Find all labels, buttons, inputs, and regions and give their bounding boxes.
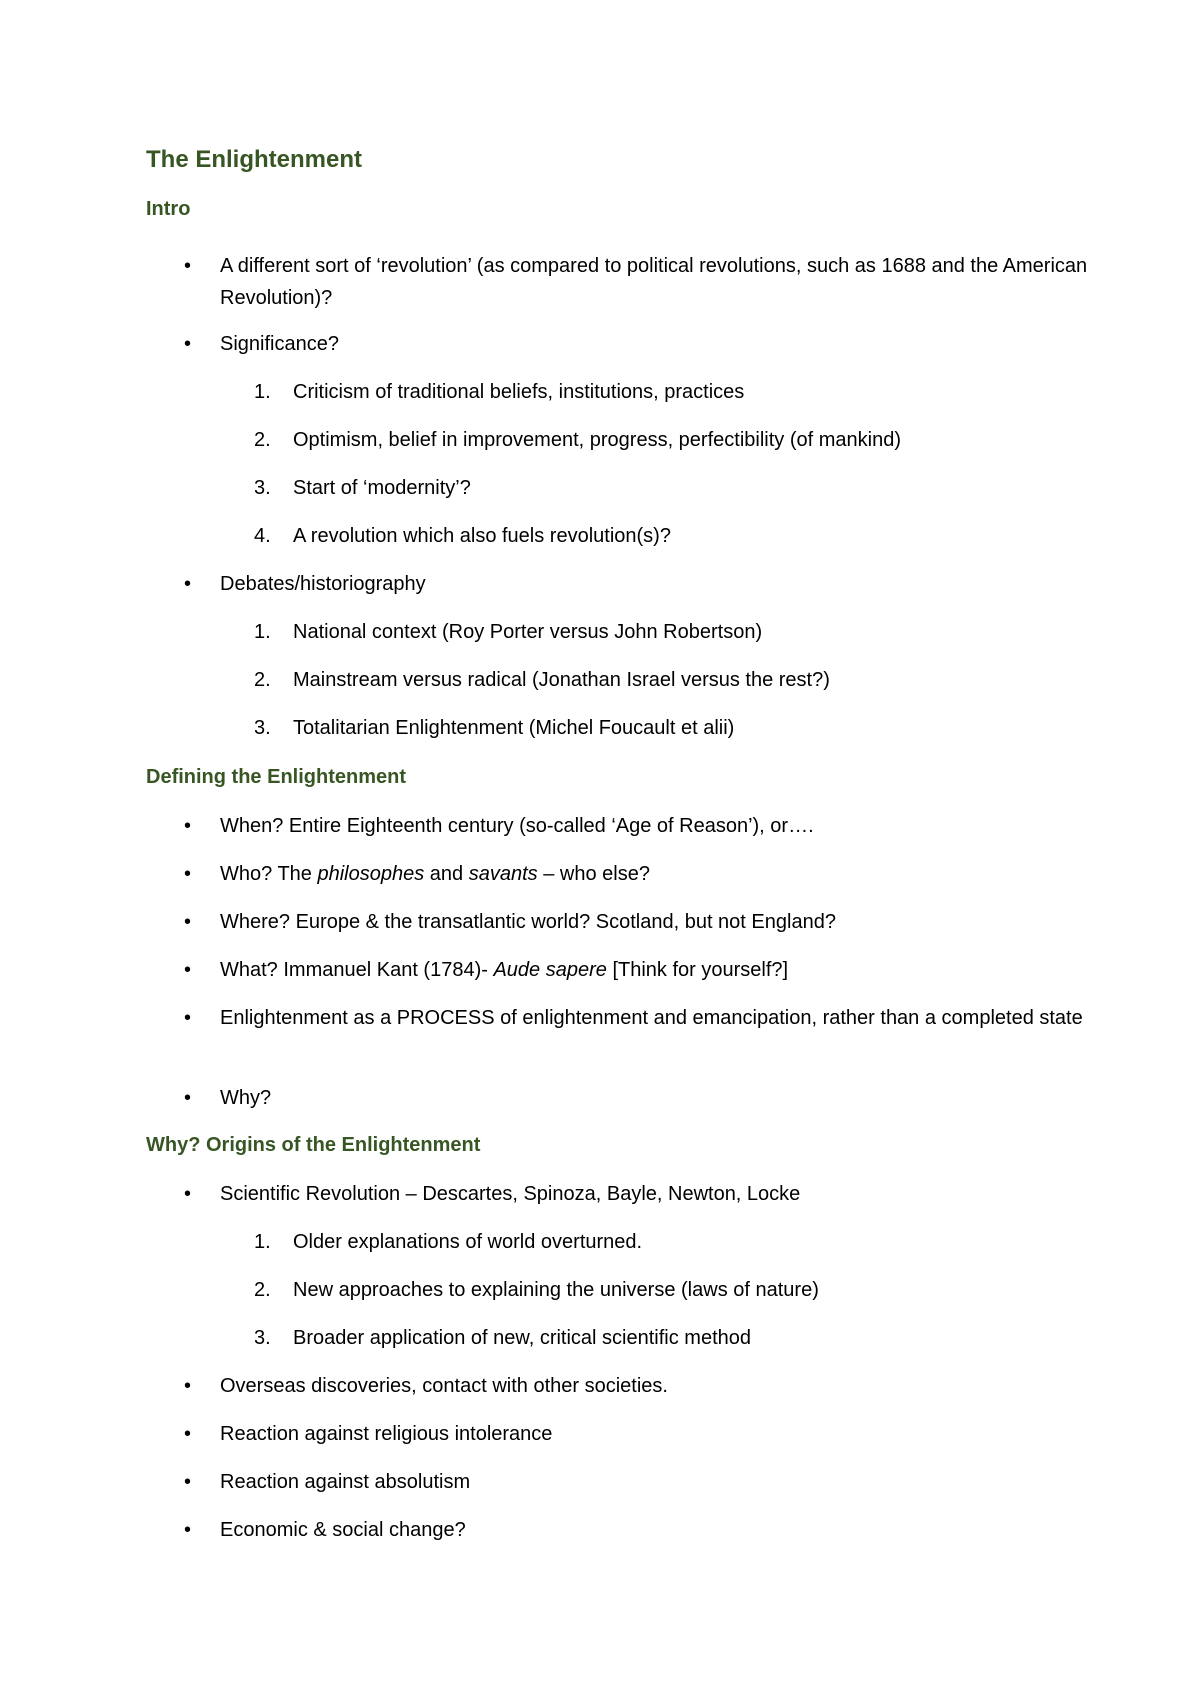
list-item — [220, 954, 1100, 986]
numbered-item: New approaches to explaining the universe (laws of nature) — [293, 1279, 819, 1301]
bullet-marker: • — [184, 1519, 192, 1541]
bullet-marker: • — [184, 1087, 192, 1109]
list-item: Reaction against absolutism — [220, 1471, 471, 1493]
bullet-marker: • — [184, 255, 192, 277]
text-run: – who else? — [537, 863, 650, 885]
bullet-marker: • — [184, 911, 192, 933]
list-item: Reaction against religious intolerance — [220, 1423, 553, 1445]
numbered-item: Older explanations of world overturned. — [293, 1231, 643, 1253]
number-marker: 1. — [254, 1231, 271, 1253]
bullet-marker: • — [184, 815, 192, 837]
document-title: The Enlightenment — [146, 146, 362, 173]
list-item: Scientific Revolution – Descartes, Spinoza, Bayle, Newton, Locke — [220, 1183, 801, 1205]
list-item: Where? Europe & the transatlantic world? Scotland, but not England? — [220, 911, 836, 933]
text-run: What? Immanuel Kant (1784)- — [220, 959, 494, 981]
list-item: Why? — [220, 1087, 272, 1109]
numbered-item: Criticism of traditional beliefs, institutions, practices — [293, 381, 745, 403]
number-marker: 1. — [254, 381, 271, 403]
list-item: Significance? — [220, 333, 339, 355]
text-run: and — [424, 863, 469, 885]
numbered-item: Mainstream versus radical (Jonathan Israel versus the rest?) — [293, 669, 830, 691]
number-marker: 3. — [254, 477, 271, 499]
numbered-item: A revolution which also fuels revolution(s)? — [293, 525, 671, 547]
list-item: Overseas discoveries, contact with other societies. — [220, 1375, 668, 1397]
numbered-item: Start of ‘modernity’? — [293, 477, 471, 499]
number-marker: 2. — [254, 669, 271, 691]
bullet-marker: • — [184, 863, 192, 885]
section-heading-intro: Intro — [146, 198, 191, 220]
number-marker: 2. — [254, 1279, 271, 1301]
italic-term-savants: savants — [468, 863, 538, 885]
italic-term-aude-sapere: Aude sapere — [493, 959, 607, 981]
list-item: Debates/historiography — [220, 573, 426, 595]
list-item: Enlightenment as a PROCESS of enlightenment and emancipation, rather than a completed state — [220, 1007, 1083, 1029]
text-run: [Think for yourself?] — [606, 959, 789, 981]
bullet-marker: • — [184, 333, 192, 355]
bullet-marker: • — [184, 1423, 192, 1445]
bullet-marker: • — [184, 573, 192, 595]
bullet-marker: • — [184, 1183, 192, 1205]
list-item — [220, 858, 1100, 890]
section-heading-defining: Defining the Enlightenment — [146, 766, 406, 788]
bullet-marker: • — [184, 1375, 192, 1397]
number-marker: 3. — [254, 1327, 271, 1349]
bullet-marker: • — [184, 1471, 192, 1493]
bullet-marker: • — [184, 1007, 192, 1029]
numbered-item: Totalitarian Enlightenment (Michel Foucault et alii) — [293, 717, 735, 739]
list-item: A different sort of ‘revolution’ (as compared to political revolutions, such as 1688 and the American Revolution)? — [220, 255, 1088, 309]
numbered-item: Optimism, belief in improvement, progress, perfectibility (of mankind) — [293, 429, 901, 451]
number-marker: 1. — [254, 621, 271, 643]
number-marker: 4. — [254, 525, 271, 547]
list-item: When? Entire Eighteenth century (so-called ‘Age of Reason’), or…. — [220, 815, 814, 837]
numbered-item: Broader application of new, critical scientific method — [293, 1327, 752, 1349]
numbered-item: National context (Roy Porter versus John Robertson) — [293, 621, 763, 643]
bullet-marker: • — [184, 959, 192, 981]
list-item: Economic & social change? — [220, 1519, 466, 1541]
text-run: Who? The — [220, 863, 318, 885]
section-heading-origins: Why? Origins of the Enlightenment — [146, 1134, 481, 1156]
italic-term-philosophes: philosophes — [317, 863, 425, 885]
number-marker: 2. — [254, 429, 271, 451]
number-marker: 3. — [254, 717, 271, 739]
